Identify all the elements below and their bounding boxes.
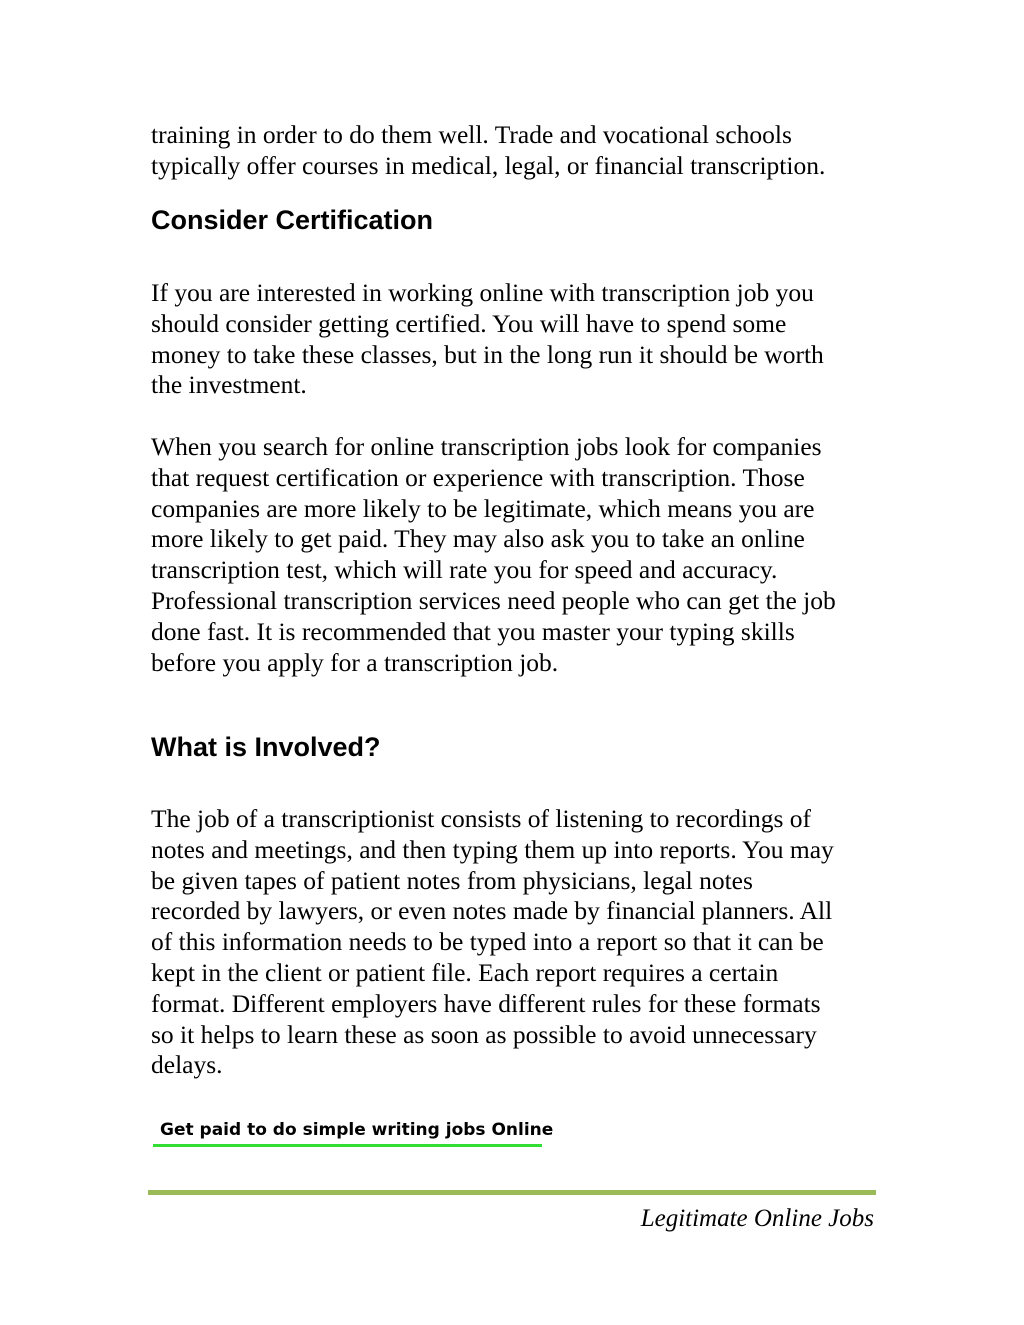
section-heading-consider-certification: Consider Certification <box>151 205 434 235</box>
promo-link[interactable]: Get paid to do simple writing jobs Online <box>160 1120 554 1140</box>
promo-link-container[interactable] <box>153 1119 553 1141</box>
section-heading-what-is-involved: What is Involved? <box>151 732 381 762</box>
involved-paragraph: The job of a transcriptionist consists of listening to recordings of notes and meetings, and then typing them up into reports. You may be given tapes of patient notes from physicians, legal notes recorded by lawyers, or even notes made by financial planners. All of this information needs to be typed into a report so that it can be kept in the client or patient file. Each report requires a certain format. Different employers have different rules for these formats so it helps to learn these as soon as possible to avoid unnecessary delays. <box>151 804 834 1080</box>
footer-title: Legitimate Online Jobs <box>640 1205 874 1232</box>
footer-divider <box>148 1190 876 1195</box>
certification-paragraph-1: If you are interested in working online with transcription job you should consider getting certified. You will have to spend some money to take these classes, but in the long run it should be worth the investment. <box>151 278 824 400</box>
promo-link-underline <box>153 1144 542 1147</box>
intro-paragraph: training in order to do them well. Trade and vocational schools typically offer courses in medical, legal, or financial transcription. <box>151 120 826 180</box>
certification-paragraph-2: When you search for online transcription jobs look for companies that request certification or experience with transcription. Those companies are more likely to be legitimate, which means you are more likely to get paid. They may also ask you to take an online transcription test, which will rate you for speed and accuracy. Professional transcription services need people who can get the job done fast. It is recommended that you master your typing skills before you apply for a transcription job. <box>151 432 836 677</box>
